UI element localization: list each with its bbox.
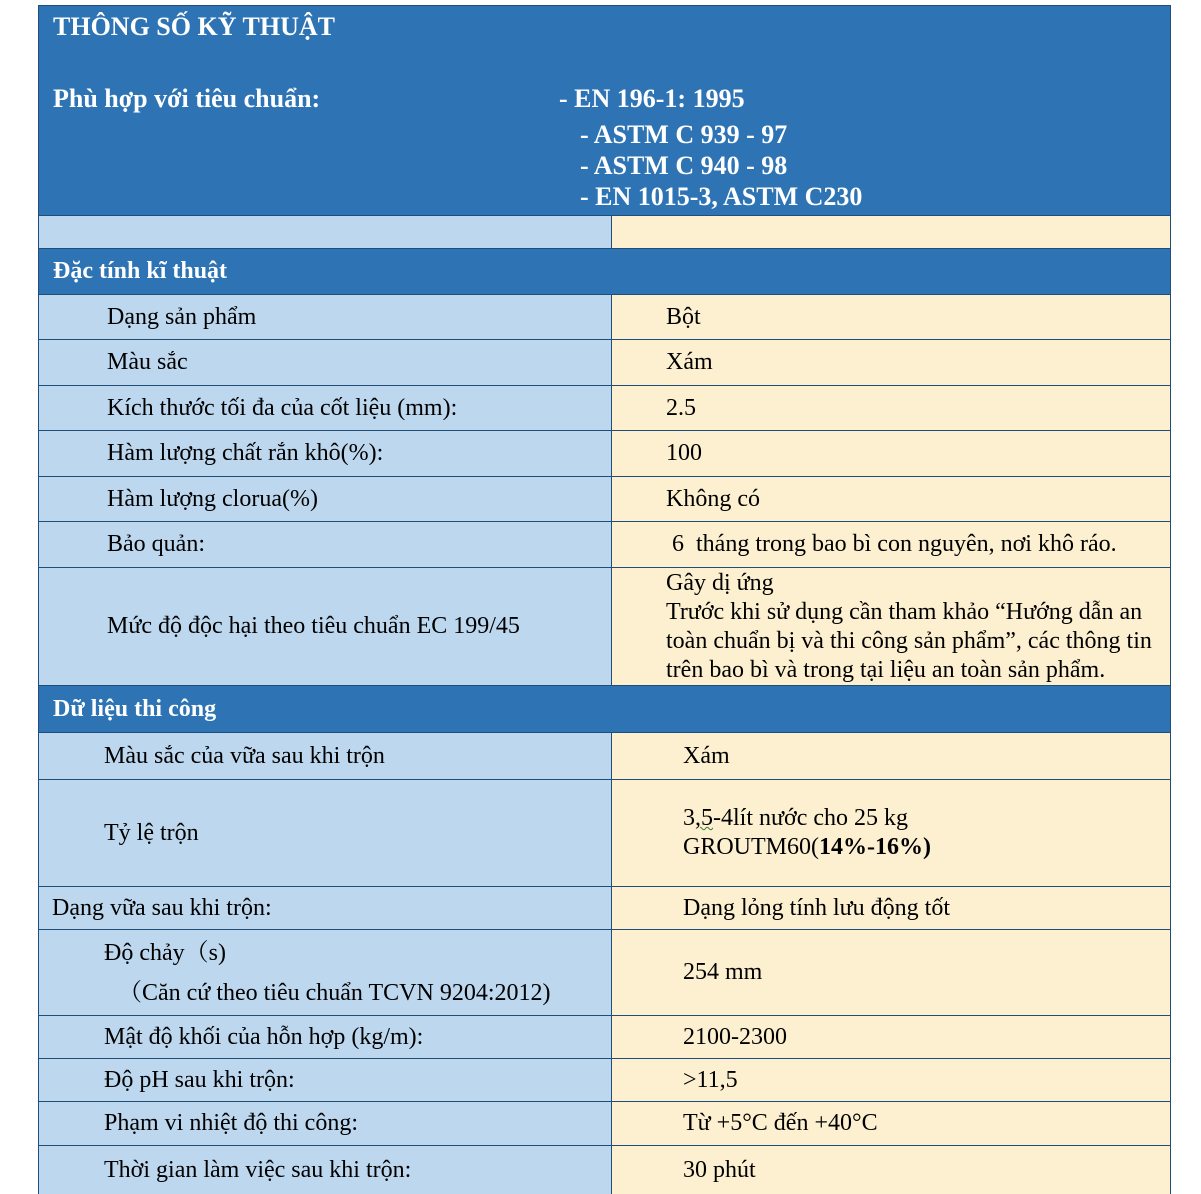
table-row <box>38 340 1171 386</box>
table-row <box>38 522 1171 568</box>
table-row <box>38 477 1171 522</box>
mix-ratio-part: -4lít nước cho 25 kg GROUTM60( <box>683 805 908 860</box>
section-application: Dữ liệu thi công <box>38 686 1171 733</box>
empty-row <box>38 216 1171 249</box>
table-row <box>38 733 1171 780</box>
row-value: 2100-2300 <box>612 1016 1170 1058</box>
spec-header <box>38 5 1171 216</box>
row-label: Kích thước tối đa của cốt liệu (mm): <box>39 386 612 430</box>
row-value: 100 <box>612 431 1170 476</box>
row-label-note: （Căn cứ theo tiêu chuẩn TCVN 9204:2012) <box>118 979 551 1006</box>
row-label: Màu sắc của vữa sau khi trộn <box>39 733 612 779</box>
row-value: Bột <box>612 295 1170 339</box>
row-label: Bảo quản: <box>39 522 612 567</box>
standard-item: - ASTM C 940 - 98 <box>580 151 788 180</box>
row-value: >11,5 <box>612 1059 1170 1101</box>
table-row <box>38 568 1171 686</box>
table-row <box>38 295 1171 340</box>
standards-label: Phù hợp với tiêu chuẩn: <box>53 84 321 113</box>
row-value <box>612 780 1170 886</box>
row-label: Phạm vi nhiệt độ thi công: <box>39 1102 612 1145</box>
row-label: Dạng vữa sau khi trộn: <box>39 887 612 929</box>
mix-ratio-percent: 14%-16%) <box>819 834 931 860</box>
row-label <box>39 930 612 1015</box>
table-row <box>38 1059 1171 1102</box>
row-value <box>612 568 1170 685</box>
mix-ratio-part: ,5 <box>695 805 713 831</box>
table-row <box>38 386 1171 431</box>
table-row <box>38 780 1171 887</box>
empty-value-cell <box>612 216 1170 248</box>
spec-sheet <box>38 5 1171 1194</box>
standard-item: - ASTM C 939 - 97 <box>580 120 788 149</box>
row-value: Dạng lỏng tính lưu động tốt <box>612 887 1170 929</box>
row-label: Hàm lượng clorua(%) <box>39 477 612 521</box>
row-label: Mức độ độc hại theo tiêu chuẩn EC 199/45 <box>39 568 612 685</box>
standard-item: - EN 196-1: 1995 <box>559 84 745 113</box>
table-row <box>38 1102 1171 1146</box>
table-row <box>38 1146 1171 1194</box>
empty-label-cell <box>39 216 612 248</box>
row-label: Tỷ lệ trộn <box>39 780 612 886</box>
row-label: Thời gian làm việc sau khi trộn: <box>39 1146 612 1194</box>
row-value: 30 phút <box>612 1146 1170 1194</box>
row-value: Xám <box>612 340 1170 385</box>
section-technical: Đặc tính kĩ thuật <box>38 249 1171 295</box>
row-label: Mật độ khối của hỗn hợp (kg/m): <box>39 1016 612 1058</box>
row-label: Hàm lượng chất rắn khô(%): <box>39 431 612 476</box>
mix-ratio-part: 3 <box>683 805 695 831</box>
standard-item: - EN 1015-3, ASTM C230 <box>580 182 863 211</box>
row-value: 6 tháng trong bao bì con nguyên, nơi khô ráo. <box>612 522 1170 567</box>
row-value-line: Trước khi sử dụng cần tham khảo “Hướng dẫn an toàn chuẩn bị và thi công sản phẩm”, các thông tin trên bao bì và trong tại liệu an toàn sản phẩm. <box>666 598 1152 683</box>
row-value: 2.5 <box>612 386 1170 430</box>
row-value: 254 mm <box>612 930 1170 1015</box>
row-label-line: Độ chảy（s) <box>104 939 226 966</box>
row-value: Từ +5°C đến +40°C <box>612 1102 1170 1145</box>
table-row <box>38 887 1171 930</box>
row-label: Dạng sản phẩm <box>39 295 612 339</box>
table-row <box>38 431 1171 477</box>
row-label: Màu sắc <box>39 340 612 385</box>
row-value: Không có <box>612 477 1170 521</box>
row-value-line: Gây dị ứng <box>666 569 774 596</box>
table-row <box>38 1016 1171 1059</box>
row-value: Xám <box>612 733 1170 779</box>
mix-ratio-text <box>683 804 1134 862</box>
row-label: Độ pH sau khi trộn: <box>39 1059 612 1101</box>
table-row <box>38 930 1171 1016</box>
page-title: THÔNG SỐ KỸ THUẬT <box>53 12 335 41</box>
